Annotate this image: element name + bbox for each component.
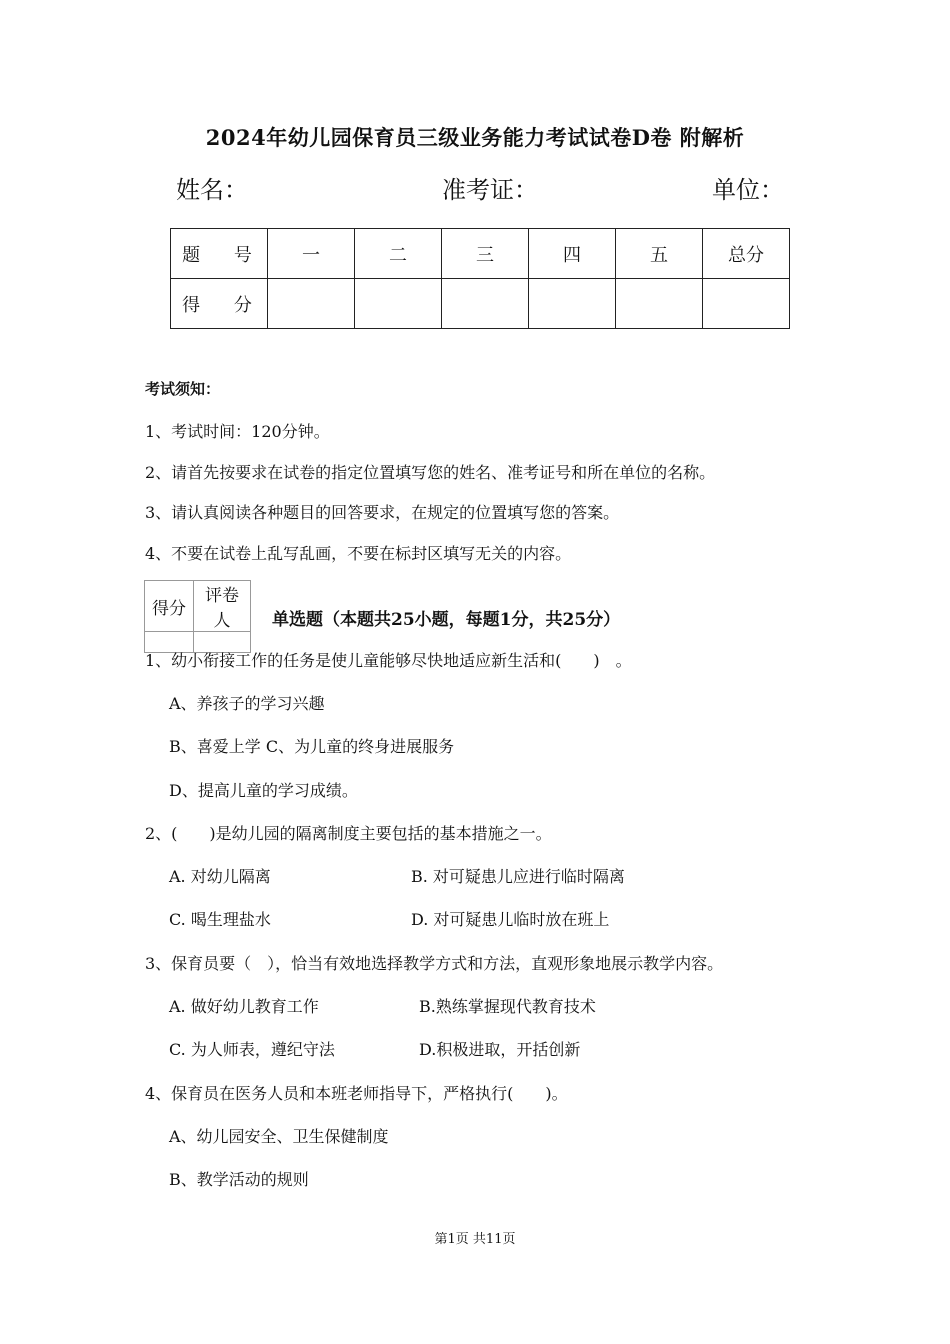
notice-item: 3、请认真阅读各种题目的回答要求，在规定的位置填写您的答案。 <box>145 503 620 522</box>
notice-item: 2、请首先按要求在试卷的指定位置填写您的姓名、准考证号和所在单位的名称。 <box>145 463 716 482</box>
grader-score-label: 得分 <box>145 581 194 632</box>
notice-heading: 考试须知： <box>145 380 221 398</box>
question-stem: 3、保育员要（ ），恰当有效地选择教学方式和方法，直观形象地展示教学内容。 <box>145 954 724 973</box>
score-cell[interactable] <box>268 279 355 329</box>
score-cell[interactable] <box>703 279 790 329</box>
question-option: D、提高儿童的学习成绩。 <box>169 781 358 800</box>
question-option: A、幼儿园安全、卫生保健制度 <box>169 1127 389 1146</box>
question-option: D.积极进取，开括创新 <box>419 1040 581 1059</box>
score-header-cell: 总分 <box>703 229 790 279</box>
score-header-cell: 三 <box>442 229 529 279</box>
question-option: B. 对可疑患儿应进行临时隔离 <box>411 867 625 886</box>
question-option: B.熟练掌握现代教育技术 <box>419 997 596 1016</box>
score-header-cell: 题 号 <box>171 229 268 279</box>
question-option: B、教学活动的规则 <box>169 1170 309 1189</box>
score-cell[interactable] <box>529 279 616 329</box>
grader-name-label: 评卷人 <box>194 581 251 632</box>
name-label: 姓名： <box>176 176 248 204</box>
notice-item: 1、考试时间：120分钟。 <box>145 422 330 441</box>
question-option: C. 为人师表，遵纪守法 <box>169 1040 335 1059</box>
question-option: A. 做好幼儿教育工作 <box>169 997 319 1016</box>
question-option: B、喜爱上学 C、为儿童的终身进展服务 <box>169 737 455 756</box>
question-stem: 2、( )是幼儿园的隔离制度主要包括的基本措施之一。 <box>145 824 552 843</box>
page-footer: 第1页 共11页 <box>434 1232 516 1247</box>
question-option: D. 对可疑患儿临时放在班上 <box>411 910 610 929</box>
exam-id-label: 准考证： <box>442 176 538 204</box>
score-cell[interactable] <box>355 279 442 329</box>
score-cell[interactable] <box>442 279 529 329</box>
score-table-score-row <box>171 279 790 329</box>
score-cell[interactable] <box>616 279 703 329</box>
score-header-cell: 五 <box>616 229 703 279</box>
score-header-cell: 二 <box>355 229 442 279</box>
question-option: A. 对幼儿隔离 <box>169 867 271 886</box>
score-table-header-row <box>171 229 790 279</box>
notice-item: 4、不要在试卷上乱写乱画，不要在标封区填写无关的内容。 <box>145 544 572 563</box>
question-stem: 1、幼小衔接工作的任务是使儿童能够尽快地适应新生活和( ) 。 <box>145 651 632 670</box>
score-row-label: 得 分 <box>171 279 268 329</box>
score-table <box>170 228 790 329</box>
question-option: C. 喝生理盐水 <box>169 910 271 929</box>
score-header-cell: 一 <box>268 229 355 279</box>
unit-label: 单位： <box>712 176 784 204</box>
score-header-cell: 四 <box>529 229 616 279</box>
question-stem: 4、保育员在医务人员和本班老师指导下，严格执行( )。 <box>145 1084 568 1103</box>
grader-box <box>144 580 251 653</box>
section-title: 单选题（本题共25小题，每题1分，共25分） <box>272 610 621 630</box>
question-option: A、养孩子的学习兴趣 <box>169 694 325 713</box>
page-title: 2024年幼儿园保育员三级业务能力考试试卷D卷 附解析 <box>205 125 745 150</box>
